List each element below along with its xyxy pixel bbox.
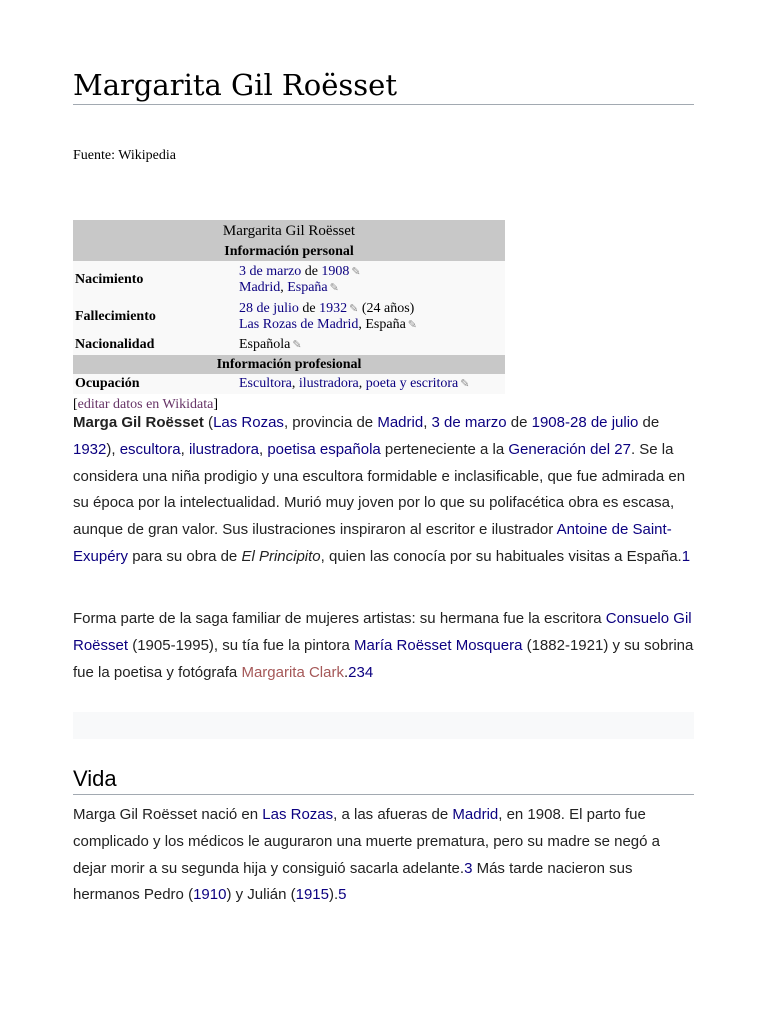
link-madrid[interactable]: Madrid [377,414,424,431]
ref-link[interactable]: 5 [338,886,347,904]
link-las-rozas[interactable]: Las Rozas [262,806,334,823]
link-generacion-27[interactable]: Generación del 27 [508,440,631,458]
infobox-section-personal: Información personal [73,242,505,261]
pencil-icon[interactable]: ✎ [349,302,359,315]
birth-sep: , [280,279,284,295]
pencil-icon[interactable]: ✎ [329,281,339,294]
ref-link[interactable]: 234 [348,663,374,681]
nationality-value [237,335,505,355]
toc-placeholder [73,712,694,739]
link-maria-roesset[interactable]: María Roësset Mosquera [354,636,523,654]
subject-name: Marga Gil Roësset [73,414,204,431]
link-1908[interactable]: 1908 [531,414,565,431]
infobox [73,220,505,394]
section-heading-vida: Vida [73,764,694,795]
family-paragraph: Forma parte de la saga familiar de mujeres artistas: su hermana fue la escritora Consuelo Gil Roësset (1905-1995), su tía fue la pintora María Roësset Mosquera (1882-1921) y su sobrina fue la poetisa y fotógrafa Margarita Clark.234 [73,610,694,681]
link-1932[interactable]: 1932 [73,440,107,458]
occupation-label: Ocupación [75,376,140,391]
death-value [237,298,505,335]
bracket-open: [ [73,397,78,412]
nationality-text: Española [239,337,291,352]
nationality-label: Nacionalidad [75,337,155,352]
death-sep: , [358,316,362,332]
birth-value [237,261,505,298]
pencil-icon[interactable]: ✎ [407,318,418,331]
link-1915[interactable]: 1915 [295,886,329,904]
death-de: de [302,300,316,316]
occupation-value: Escultora, ilustradora, poeta y escritora ✎ [239,376,470,391]
bracket-close: ] [213,397,218,412]
pencil-icon[interactable]: ✎ [292,339,302,351]
link-death-date[interactable]: 28 de julio [569,414,639,431]
pencil-icon[interactable]: ✎ [351,265,361,278]
ref-link[interactable]: 3 [464,859,473,877]
link-espanola[interactable]: española [319,440,381,458]
wikidata-link[interactable]: editar datos en Wikidata [77,397,214,412]
occupation-link-1[interactable]: Escultora [239,376,292,391]
page-title: Margarita Gil Roësset [73,66,694,105]
occupation-and[interactable]: y [399,376,407,391]
vida-paragraph: Marga Gil Roësset nació en Las Rozas, a las afueras de Madrid, en 1908. El parto fue complicado y los médicos le auguraron una muerte prematura, pero su madre se negó a dejar morir a su segunda hija y consiguió sacarla adelante.3 Más tarde nacieron sus hermanos Pedro (1910) y Julián (1915).5 [73,806,660,904]
infobox-section-professional: Información profesional [73,355,505,374]
death-label: Fallecimiento [75,308,156,324]
occupation-link-3[interactable]: poeta [365,376,397,391]
intro-paragraph: Marga Gil Roësset (Las Rozas, provincia de Madrid, 3 de marzo de 1908-28 de julio de 1932), escultora, ilustradora, poetisa española perteneciente a la Generación del 27. Se la considera una niña prodigio y una escultora formidable e inclasificable, que fue admirada en su época por la intelectualidad. Murió muy joven por lo que su polifacética obra es escasa, aunque de gran valor. Sus ilustraciones inspiraron al escritor e ilustrador Antoine de Saint-Exupéry para su obra de El Principito, quien las conocía por su habituales visitas a España.1 [73,414,691,565]
link-ilustradora[interactable]: ilustradora [188,440,259,458]
link-birth-date[interactable]: 3 de marzo [431,414,507,431]
birth-de: de [304,263,318,279]
occupation-link-2[interactable]: ilustradora [298,376,359,391]
death-year-link[interactable]: 1932 [319,300,348,316]
source-line: Fuente: Wikipedia [73,148,176,163]
death-date-link[interactable]: 28 de julio [239,300,299,316]
book-title: El Principito [241,547,321,565]
link-margarita-clark[interactable]: Margarita Clark [241,663,344,681]
link-escultora[interactable]: escultora [119,440,181,458]
link-consuelo[interactable]: Consuelo Gil Roësset [73,610,692,654]
pencil-icon[interactable]: ✎ [460,378,470,390]
death-country: España [365,316,406,332]
birth-year-link[interactable]: 1908 [321,263,350,279]
birth-country-link[interactable]: España [287,279,328,295]
link-saint-exupery[interactable]: Antoine de Saint-Exupéry [73,521,672,565]
birth-date-link[interactable]: 3 de marzo [239,263,302,279]
link-madrid[interactable]: Madrid [452,806,499,823]
link-dash[interactable]: - [564,414,570,431]
link-1910[interactable]: 1910 [193,886,227,904]
death-age: (24 años) [361,300,415,316]
link-poetisa[interactable]: poetisa [267,440,316,458]
link-las-rozas[interactable]: Las Rozas [213,414,284,431]
birth-city-link[interactable]: Madrid [239,279,281,295]
infobox-heading: Margarita Gil Roësset [73,220,505,242]
ref-link[interactable]: 1 [681,547,691,565]
birth-label: Nacimiento [75,271,144,287]
death-city-link[interactable]: Las Rozas de Madrid [239,316,359,332]
occupation-link-4[interactable]: escritora [410,376,459,391]
